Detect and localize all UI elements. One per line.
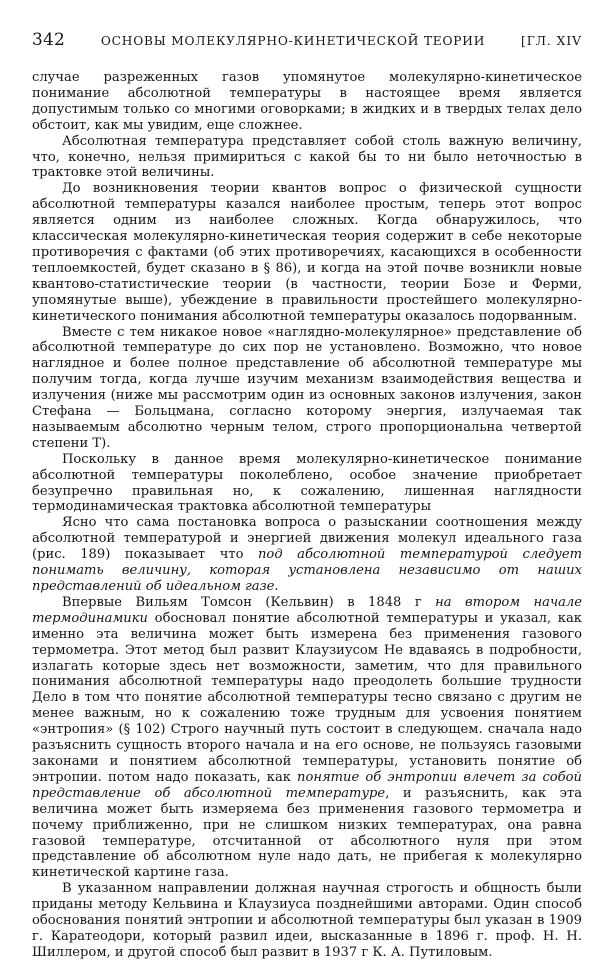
paragraph-7 xyxy=(32,595,582,881)
paragraph-6-text: Ясно что сама постановка вопроса о разыскании соотношения между абсолютной температурой и энергией движения молекул идеального газа (рис. 189) показывает что xyxy=(32,515,582,563)
page-number: 342 xyxy=(32,30,66,50)
paragraph-7-text-middle: обосновал понятие абсолютной температуры и указал, как именно эта величина может быть измерена без применения газового термометра. Этот метод был развит Клаузиусом Не вдаваясь в подробности, излагать которые здесь нет возможности, заметим, что для правильного понимания абсолютной температуры надо преодолеть большие трудности Дело в том что понятие абсолютной температуры тесно связано с другим не менее важным, но к сожалению тоже трудным для усвоения понятием «энтропия» (§ 102) Строго научный путь состоит в следующем. сначала надо разъяснить сущность второго начала и на его основе, не пользуясь газовыми законами и понятием абсолютной температуры, установить понятие об энтропии. потом надо показать, как xyxy=(32,610,582,785)
paragraph-7-text-start: Впервые Вильям Томсон (Кельвин) в 1848 г xyxy=(62,594,436,610)
chapter-reference: [ГЛ. XIV xyxy=(520,34,582,48)
paragraph-2: Абсолютная температура представляет собой столь важную величину, что, конечно, нельзя примириться с какой бы то ни было неточностью в трактовке этой величины. xyxy=(32,133,582,181)
paragraph-3: До возникновения теории квантов вопрос о физической сущности абсолютной температуры казался наиболее простым, теперь этот вопрос является одним из наиболее сложных. Когда обнаружилось, что классическая молекулярно-кинетическая теория содержит в себе некоторые противоречия с фактами (об этих противоречиях, касающихся в особенности теплоемкостей, будет сказано в § 86), и когда на этой почве возникли новые квантово-статистические теории (в частности, теории Бозе и Ферми, упомянутые выше), убеждение в правильности простейшего молекулярно-кинетического понимания абсолютной температуры оказалось подорванным. xyxy=(32,181,582,324)
running-title: ОСНОВЫ МОЛЕКУЛЯРНО-КИНЕТИЧЕСКОЙ ТЕОРИИ xyxy=(100,34,486,48)
paragraph-5: Поскольку в данное время молекулярно-кинетическое понимание абсолютной температуры поколеблено, особое значение приобретает безупречно правильная но, к сожалению, лишенная наглядности термодинамическая трактовка абсолютной температуры xyxy=(32,451,582,515)
paragraph-8: В указанном направлении должная научная строгость и общность были приданы методу Кельвина и Клаузиуса позднейшими авторами. Один способ обоснования понятий энтропии и абсолютной температуры был указан в 1909 г. Каратеодори, который развил идеи, высказанные в 1896 г. проф. Н. Н. Шиллером, и другой способ был развит в 1937 г К. А. Путиловым. xyxy=(32,881,582,960)
paragraph-7-italic-2: понятие об энтропии влечет за собой представление об абсолютной температуре xyxy=(32,769,582,801)
paragraph-7-text-end: , и разъяснить, как эта величина может быть измеряема без применения газового термометра и почему приближенно, при не слишком низких температурах, она равна газовой температуре, отсчитанной от абсолютного нуля при этом представление об абсолютном нуле надо дать, не прибегая к молекулярно кинетической картине газа. xyxy=(32,785,583,881)
paragraph-7-italic-1: на втором начале термодинамики xyxy=(32,594,582,626)
body-text xyxy=(32,70,582,961)
running-head xyxy=(32,30,582,58)
paragraph-1: случае разреженных газов упомянутое молекулярно-кинетическое понимание абсолютной температуры в настоящее время является допустимым только со многими оговорками; в жидких и в твердых телах дело обстоит, как мы увидим, еще сложнее. xyxy=(32,70,582,133)
paragraph-6 xyxy=(32,515,582,595)
paragraph-4: Вместе с тем никакое новое «наглядно-молекулярное» представление об абсолютной температуре до сих пор не установлено. Возможно, что новое наглядное и более полное представление об абсолютной температуре мы получим тогда, когда лучше изучим механизм взаимодействия вещества и излучения (ниже мы рассмотрим один из основных законов излучения, закон Стефана — Больцмана, согласно которому энергия, излучаемая так называемым абсолютно черным телом, строго пропорциональна четвертой степени T). xyxy=(32,324,582,451)
paragraph-6-italic: под абсолютной температурой следует понимать величину, которая установлена независимо от наших представлений об идеальном газе. xyxy=(32,547,582,594)
